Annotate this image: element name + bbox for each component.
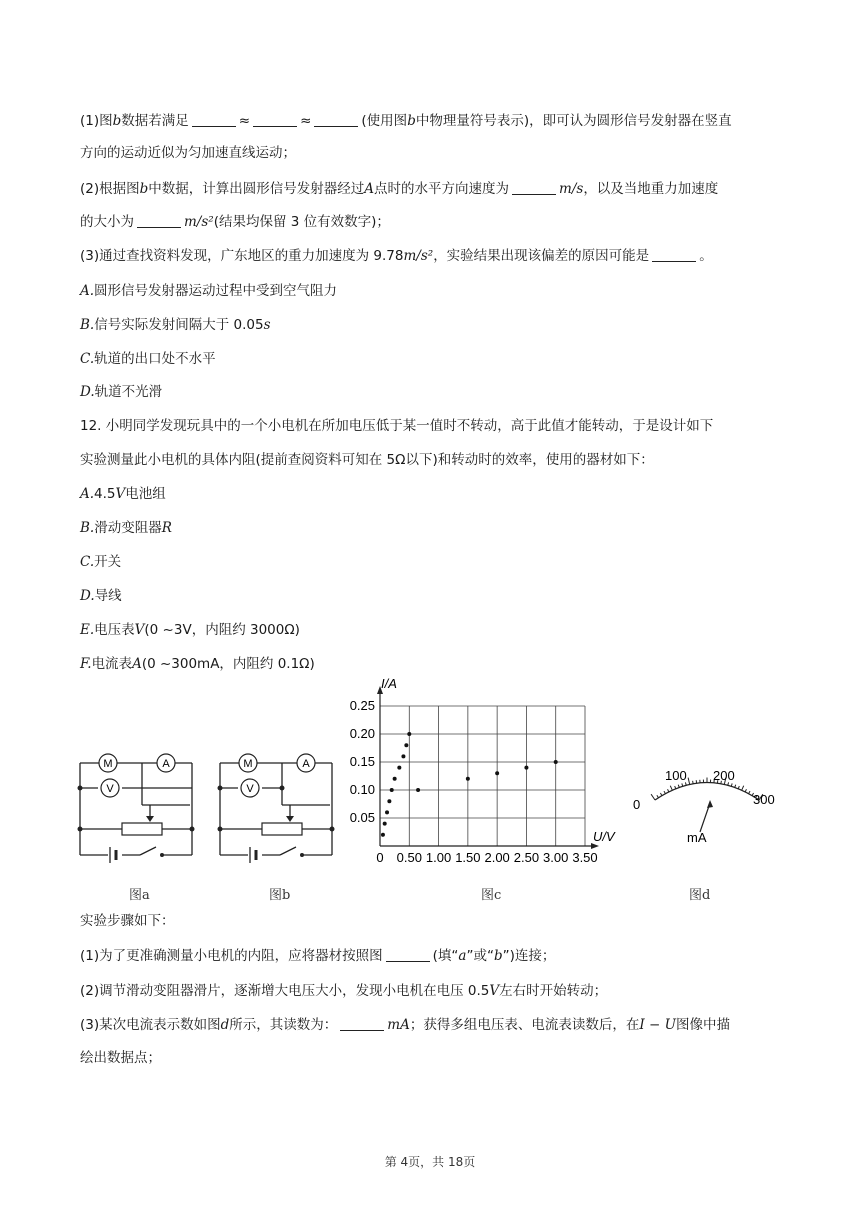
data-point bbox=[495, 771, 499, 775]
svg-text:M: M bbox=[103, 758, 113, 770]
x-tick-label: 2.00 bbox=[484, 850, 510, 865]
step-2: (2)调节滑动变阻器滑片，逐渐增大电压大小，发现小电机在电压 0.5V左右时开始转动； bbox=[80, 983, 608, 999]
steps-intro: 实验步骤如下： bbox=[80, 913, 175, 929]
iu-scatter-chart bbox=[335, 670, 625, 870]
answer-blank[interactable] bbox=[314, 112, 358, 127]
equipment-c: C.开关 bbox=[80, 554, 122, 570]
answer-blank[interactable] bbox=[253, 112, 297, 127]
answer-blank[interactable] bbox=[386, 947, 430, 962]
page-footer: 第 4页，共 18页 bbox=[384, 1155, 476, 1169]
equipment-d: D.导线 bbox=[80, 588, 122, 604]
data-point bbox=[416, 788, 420, 792]
svg-text:A: A bbox=[302, 758, 310, 770]
x-tick-label: 3.50 bbox=[572, 850, 598, 865]
meter-tick-mark bbox=[664, 791, 665, 794]
circuit-diagram-a bbox=[70, 745, 200, 865]
data-point bbox=[393, 777, 397, 781]
figure-a-caption: 图a bbox=[129, 888, 150, 903]
q11-part3-line: (3)通过查找资料发现，广东地区的重力加速度为 9.78m/s²，实验结果出现该偏差的原因可能是 。 bbox=[80, 248, 713, 264]
equipment-f: F.电流表A(0 ~300mA，内阻约 0.1Ω) bbox=[80, 656, 315, 672]
x-tick-label: 0.50 bbox=[396, 850, 422, 865]
data-point bbox=[466, 777, 470, 781]
meter-tick-mark bbox=[745, 789, 746, 792]
answer-blank[interactable] bbox=[340, 1016, 384, 1031]
data-point bbox=[387, 799, 391, 803]
ammeter-dial-figure bbox=[625, 760, 785, 850]
y-tick-label: 0.05 bbox=[349, 810, 375, 825]
meter-tick-mark bbox=[675, 786, 676, 789]
equipment-e: E.电压表V(0 ~3V，内阻约 3000Ω) bbox=[80, 622, 300, 638]
data-point bbox=[383, 822, 387, 826]
meter-tick-200: 200 bbox=[713, 768, 735, 783]
meter-tick-mark bbox=[657, 795, 659, 798]
svg-text:V: V bbox=[106, 783, 114, 795]
meter-tick-mark bbox=[660, 793, 662, 796]
y-axis-label: I/A bbox=[381, 676, 397, 691]
data-point bbox=[404, 743, 408, 747]
meter-tick-mark bbox=[738, 786, 739, 789]
figure-b-caption: 图b bbox=[269, 888, 291, 903]
meter-tick-mark bbox=[693, 781, 694, 784]
x-tick-label: 1.00 bbox=[425, 850, 452, 865]
answer-blank[interactable] bbox=[192, 112, 236, 127]
q11-part2-cont: 的大小为 m/s²(结果均保留 3 位有效数字)； bbox=[80, 214, 390, 230]
answer-blank[interactable] bbox=[652, 247, 696, 262]
y-tick-label: 0.20 bbox=[349, 726, 375, 741]
q11-part1-cont: 方向的运动近似为匀加速直线运动； bbox=[80, 145, 296, 161]
x-tick-label: 2.50 bbox=[513, 850, 540, 865]
meter-tick-mark bbox=[678, 785, 679, 788]
meter-tick-100: 100 bbox=[665, 768, 687, 783]
meter-tick-300: 300 bbox=[753, 792, 775, 807]
option-c[interactable]: C.轨道的出口处不水平 bbox=[80, 351, 216, 367]
x-tick-label: 1.50 bbox=[455, 850, 481, 865]
step-3: (3)某次电流表示数如图d所示，其读数为： mA；获得多组电压表、电流表读数后，在I − U图像中描 bbox=[80, 1017, 730, 1033]
x-axis-label: U/V bbox=[593, 829, 615, 844]
data-point bbox=[401, 754, 405, 758]
equipment-a: A.4.5V电池组 bbox=[80, 486, 166, 502]
meter-tick-mark bbox=[668, 789, 669, 792]
meter-tick-mark bbox=[670, 786, 672, 791]
figure-c-caption: 图c bbox=[481, 888, 502, 903]
equipment-b: B.滑动变阻器R bbox=[80, 520, 172, 536]
data-point bbox=[554, 760, 558, 764]
data-point bbox=[407, 732, 411, 736]
circuit-diagram-b bbox=[210, 745, 340, 865]
data-point bbox=[390, 788, 394, 792]
svg-text:V: V bbox=[246, 783, 254, 795]
option-a[interactable]: A.圆形信号发射器运动过程中受到空气阻力 bbox=[80, 283, 338, 299]
x-tick-label: 3.00 bbox=[543, 850, 569, 865]
chart-grid bbox=[377, 686, 599, 849]
q12-intro-line2: 实验测量此小电机的具体内阻(提前查阅资料可知在 5Ω以下)和转动时的效率，使用的器材如下： bbox=[80, 452, 654, 468]
q12-intro-line1: 12. 小明同学发现玩具中的一个小电机在所加电压低于某一值时不转动，高于此值才能转动，于是设计如下 bbox=[80, 418, 714, 434]
meter-tick-mark bbox=[749, 791, 750, 794]
step-1: (1)为了更准确测量小电机的内阻，应将器材按照图 (填“a”或“b”)连接； bbox=[80, 948, 556, 964]
y-tick-label: 0.15 bbox=[349, 754, 375, 769]
meter-tick-mark bbox=[735, 785, 736, 788]
meter-tick-0: 0 bbox=[633, 797, 641, 812]
figure-d-caption: 图d bbox=[689, 888, 711, 903]
q11-part1-line: (1)图b数据若满足 ≈ ≈ (使用图b中物理量符号表示)，即可认为圆形信号发射器在竖直 bbox=[80, 113, 732, 129]
answer-blank[interactable] bbox=[512, 180, 556, 195]
svg-text:A: A bbox=[162, 758, 170, 770]
x-tick-label: 0 bbox=[376, 850, 384, 865]
meter-tick-mark bbox=[742, 786, 744, 791]
option-b[interactable]: B.信号实际发射间隔大于 0.05s bbox=[80, 317, 271, 333]
data-point bbox=[381, 833, 385, 837]
q11-part2-line: (2)根据图b中数据，计算出圆形信号发射器经过A点时的水平方向速度为 m/s，以及当地重力加速度 bbox=[80, 181, 719, 197]
data-point bbox=[385, 810, 389, 814]
svg-text:M: M bbox=[243, 758, 253, 770]
data-point bbox=[397, 766, 401, 770]
meter-unit: mA bbox=[687, 830, 707, 845]
meter-tick-mark bbox=[651, 794, 655, 800]
answer-blank[interactable] bbox=[137, 213, 181, 228]
meter-tick-mark bbox=[688, 778, 690, 785]
y-tick-label: 0.25 bbox=[349, 698, 375, 713]
option-d[interactable]: D.轨道不光滑 bbox=[80, 384, 163, 400]
y-tick-label: 0.10 bbox=[349, 782, 375, 797]
step-3-cont: 绘出数据点； bbox=[80, 1050, 161, 1066]
data-point bbox=[524, 766, 528, 770]
